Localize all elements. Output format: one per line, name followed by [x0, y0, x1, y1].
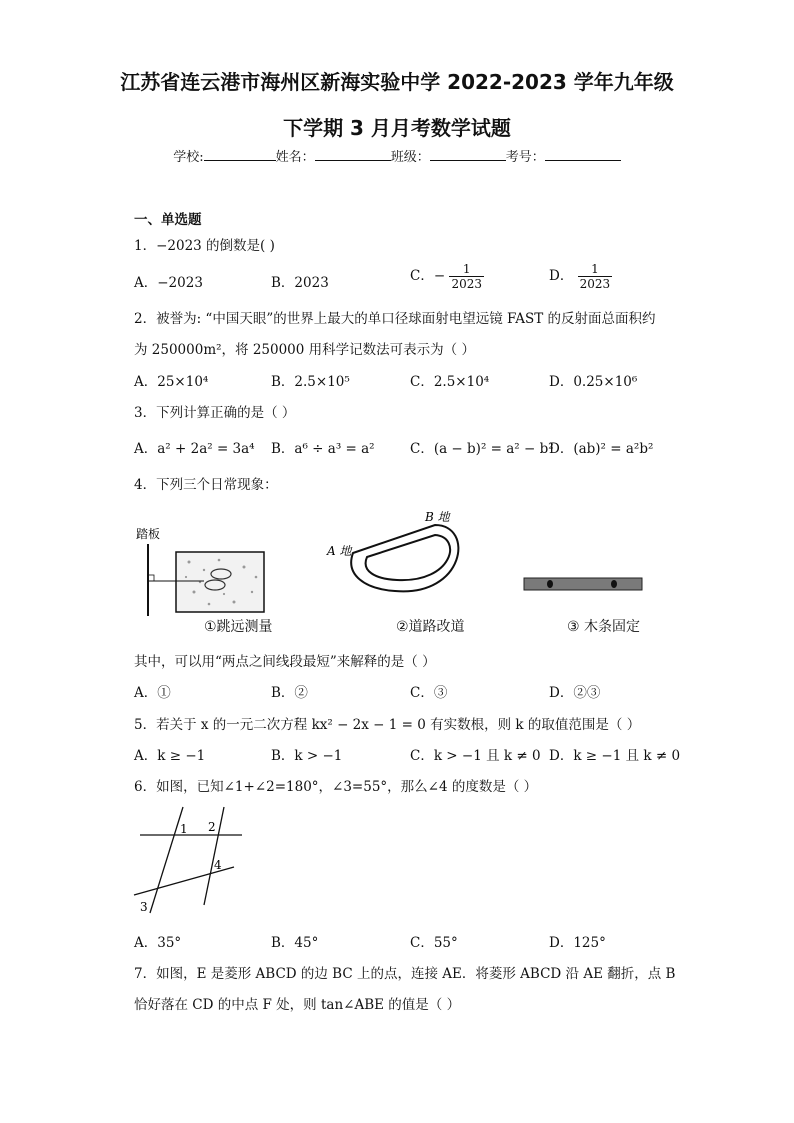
q3-option-d: D．(ab)² = a²b² — [549, 441, 654, 457]
q4-option-b: B．② — [271, 685, 308, 701]
title-line-1: 江苏省连云港市海州区新海实验中学 2022-2023 学年九年级 — [120, 70, 674, 94]
q2-option-d: D．0.25×10⁶ — [549, 374, 638, 390]
q5-option-d: D．k ≥ −1 且 k ≠ 0 — [549, 748, 681, 764]
q1-option-c-fraction — [449, 262, 484, 291]
q1-option-c — [410, 262, 484, 291]
fig1-caption: ①跳远测量 — [204, 619, 273, 635]
fig2-caption: ②道路改道 — [396, 619, 465, 635]
angle-2-label: 2 — [208, 820, 216, 834]
q7-line-1: 7．如图，E 是菱形 ABCD 的边 BC 上的点，连接 AE．将菱形 ABCD 沿 AE 翻折，点 B — [134, 966, 676, 982]
q3-option-c: C．(a − b)² = a² − b² — [410, 441, 554, 457]
q2-option-a: A．25×10⁴ — [134, 374, 209, 390]
q4-option-d: D．②③ — [549, 685, 601, 701]
fraction-denominator: 2023 — [451, 277, 482, 291]
q4-option-c: C．③ — [410, 685, 448, 701]
q1-stem: 1．−2023 的倒数是( ) — [134, 238, 275, 254]
angle-4-label: 4 — [214, 858, 222, 872]
q6-option-a: A．35° — [134, 935, 182, 951]
q1-option-c-prefix: C．− — [410, 268, 446, 284]
q7-line-2: 恰好落在 CD 的中点 F 处，则 tan∠ABE 的值是（ ） — [134, 997, 461, 1013]
q2-line-1: 2．被誉为: “中国天眼”的世界上最大的单口径球面射电望远镜 FAST 的反射面总面积约 — [134, 311, 656, 327]
fraction-numerator: 1 — [449, 262, 484, 277]
q6-stem: 6．如图，已知∠1+∠2=180°，∠3=55°，那么∠4 的度数是（ ） — [134, 779, 538, 795]
long-jump-figure — [134, 522, 269, 618]
angle-1-label: 1 — [180, 822, 188, 836]
school-label: 学校: — [173, 150, 204, 165]
q3-stem: 3．下列计算正确的是（ ） — [134, 405, 296, 421]
class-label: 班级： — [390, 150, 430, 165]
student-info-row — [0, 146, 794, 165]
q6-option-c: C．55° — [410, 935, 458, 951]
section-title: 一、单选题 — [134, 212, 202, 228]
fraction-denominator: 2023 — [579, 277, 611, 291]
fig3-caption: ③ 木条固定 — [567, 619, 641, 635]
angles-figure — [130, 805, 250, 915]
name-label: 姓名： — [275, 150, 315, 165]
q4-stem: 4．下列三个日常现象： — [134, 477, 278, 493]
q5-option-a: A．k ≥ −1 — [134, 748, 206, 764]
point-a-label: A 地 — [327, 544, 352, 558]
id-blank[interactable] — [545, 147, 621, 161]
q1-option-a: A．−2023 — [134, 275, 203, 291]
q1-option-d-prefix: D． — [549, 268, 574, 284]
q5-option-b: B．k > −1 — [271, 748, 343, 764]
q4-question: 其中，可以用“两点之间线段最短”来解释的是（ ） — [134, 654, 436, 670]
q1-option-d-fraction — [578, 262, 613, 291]
point-b-label: B 地 — [425, 510, 450, 524]
q1-option-d — [549, 262, 612, 291]
q2-option-b: B．2.5×10⁵ — [271, 374, 350, 390]
q3-option-b: B．a⁶ ÷ a³ = a² — [271, 441, 375, 457]
q2-line-2: 为 250000m²，将 250000 用科学记数法可表示为（ ） — [134, 342, 475, 358]
q5-stem: 5．若关于 x 的一元二次方程 kx² − 2x − 1 = 0 有实数根，则 k 的取值范围是（ ） — [134, 717, 641, 733]
class-blank[interactable] — [430, 147, 506, 161]
id-label: 考号： — [505, 150, 545, 165]
name-blank[interactable] — [315, 147, 391, 161]
wood-strip-figure — [522, 572, 646, 594]
q2-option-c: C．2.5×10⁴ — [410, 374, 490, 390]
q4-option-a: A．① — [134, 685, 171, 701]
angle-3-label: 3 — [140, 900, 148, 914]
board-label: 踏板 — [136, 527, 161, 541]
q6-option-d: D．125° — [549, 935, 606, 951]
q1-option-b: B．2023 — [271, 275, 329, 291]
title-line-2: 下学期 3 月月考数学试题 — [283, 116, 511, 140]
q5-option-c: C．k > −1 且 k ≠ 0 — [410, 748, 541, 764]
q6-option-b: B．45° — [271, 935, 319, 951]
road-figure — [325, 505, 465, 605]
q3-option-a: A．a² + 2a² = 3a⁴ — [134, 441, 255, 457]
fraction-numerator: 1 — [578, 262, 613, 277]
school-blank[interactable] — [204, 147, 276, 161]
